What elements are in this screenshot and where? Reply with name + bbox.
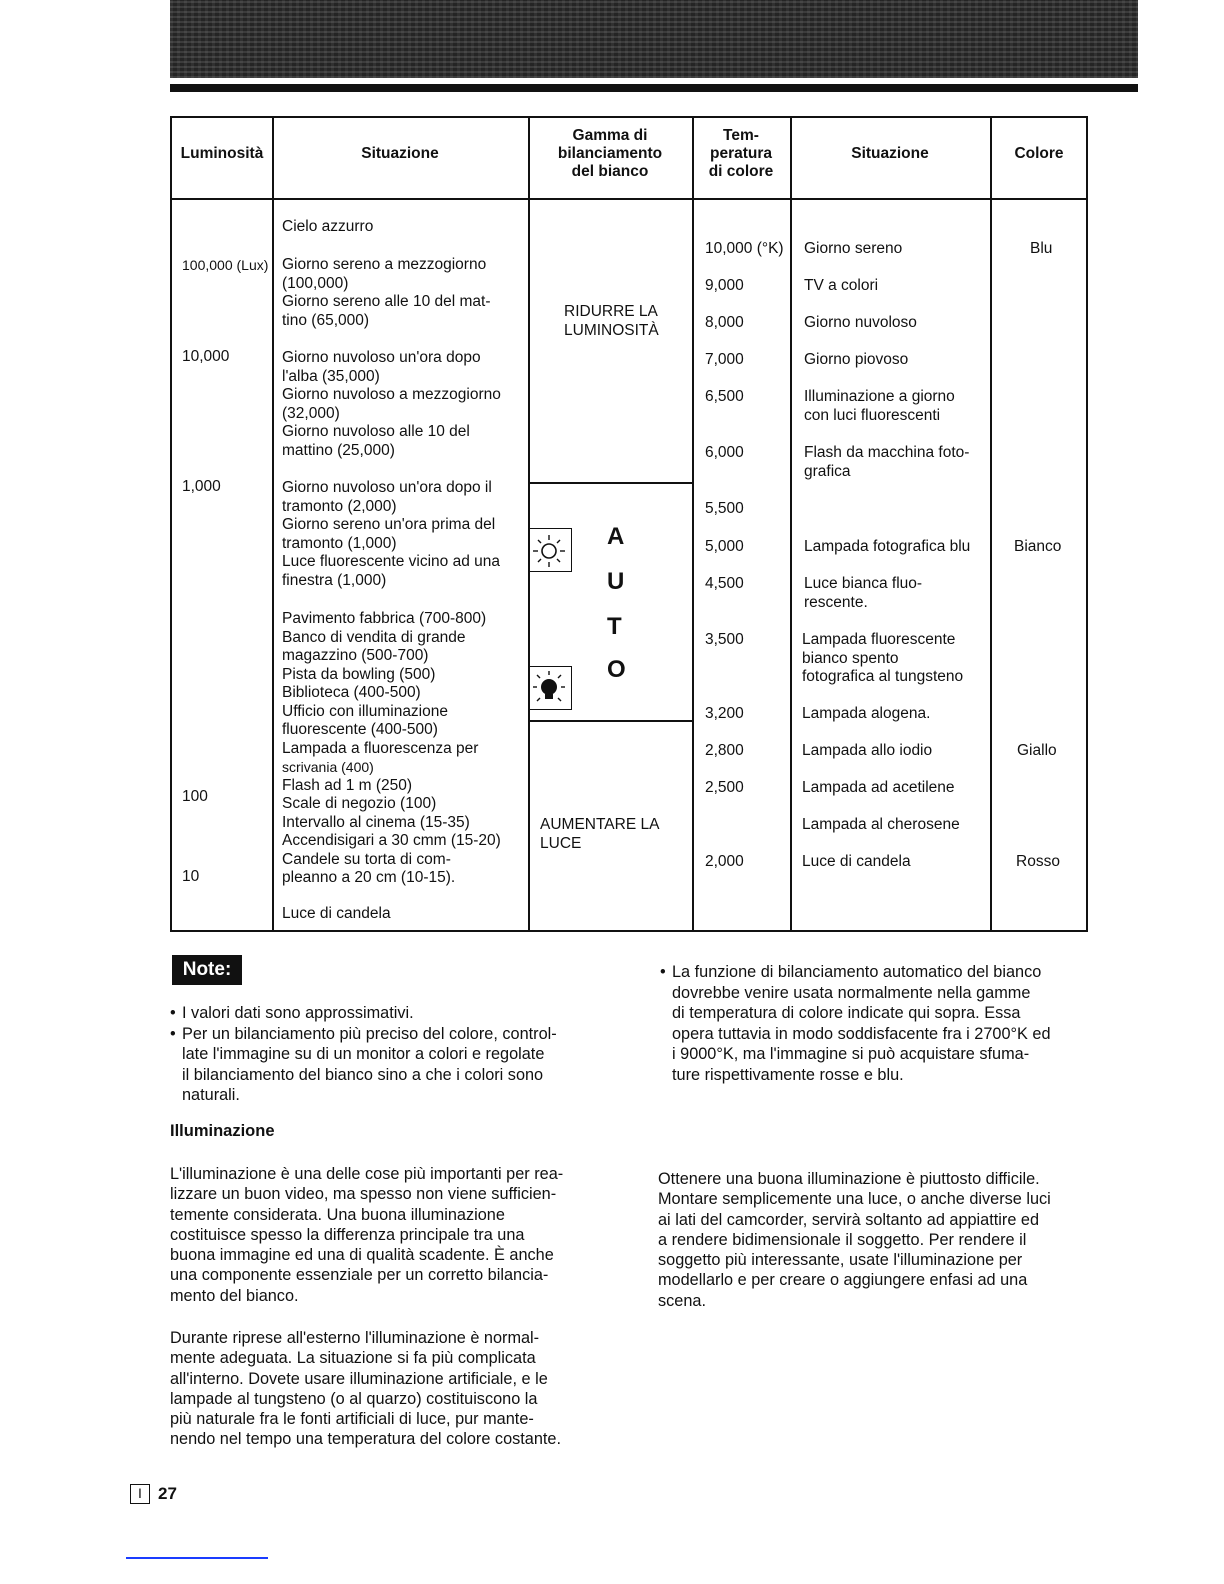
note-list-left xyxy=(170,1003,620,1106)
situation-right: Lampada alogena. xyxy=(802,705,931,722)
situation-right: TV a colori xyxy=(804,277,879,294)
situation-right: Giorno piovoso xyxy=(804,351,909,368)
footer-rule xyxy=(126,1557,268,1559)
temperature: 3,500 xyxy=(705,631,744,648)
header-colore: Colore xyxy=(1014,145,1064,162)
situation-left-group: Giorno nuvoloso un'ora dopo il tramonto (2,000) Giorno sereno un'ora prima del tramonto (1,000) Luce fluorescente vicino ad una finestra (1,000) xyxy=(282,479,501,589)
paragraph-1: L'illuminazione è una delle cose più importanti per rea- lizzare un buon video, ma spesso non viene sufficien- temente considerata. Una buona illuminazione costituisce spesso la differenza principale tra una buona immagine ed una di qualità scadente. È anche una componente essenziale per un corretto bilancia- mento del bianco. xyxy=(170,1165,564,1305)
temperature: 4,500 xyxy=(705,575,744,592)
situation-left-group: Giorno nuvoloso un'ora dopo l'alba (35,000) Giorno nuvoloso a mezzogiorno (32,000) Giorno nuvoloso alle 10 del mattino (25,000) xyxy=(282,349,501,459)
note-bullet: • La funzione di bilanciamento automatico del bianco dovrebbe venire usata normalmente nella gamme di temperatura di colore indicate qui sopra. Essa opera tuttavia in modo soddisfacente fra i 2700°K ed i 9000°K, ma l'immagine si può acquistare sfuma- ture rispettivamente rosse e blu. xyxy=(660,963,1051,1084)
header-luminosita: Luminosità xyxy=(180,145,264,162)
header-situazione-left: Situazione xyxy=(361,145,439,162)
temperature: 10,000 (°K) xyxy=(705,240,784,257)
lux-level: 10,000 xyxy=(182,348,230,365)
temperature: 7,000 xyxy=(705,351,744,368)
auto-letter: T xyxy=(607,613,622,640)
temperature: 5,000 xyxy=(705,538,744,555)
sun-icon xyxy=(529,529,573,573)
lux-level: 100,000 (Lux) xyxy=(182,257,269,273)
paragraph-2: Durante riprese all'esterno l'illuminazione è normal- mente adeguata. La situazione si fa più complicata all'interno. Dovete usare illuminazione artificiale, e le lampade al tungsteno (o al quarzo) costituiscono la più naturale fra le fonti artificiali di luce, pur mante- nendo nel tempo una temperatura del colore costante. xyxy=(170,1329,562,1449)
lighting-table xyxy=(170,116,1088,932)
situation-right: Giorno sereno xyxy=(804,240,903,257)
situation-right-group: Luce bianca fluo- rescente. xyxy=(804,575,923,611)
color-label: Rosso xyxy=(1016,853,1060,870)
gamma-increase: AUMENTARE LA LUCE xyxy=(540,816,660,852)
lux-level: 1,000 xyxy=(182,478,221,495)
header-temperatura: Tem- peratura di colore xyxy=(708,127,774,180)
temperature: 5,500 xyxy=(705,500,744,517)
temperature: 9,000 xyxy=(705,277,744,294)
bulb-icon-box xyxy=(528,666,572,710)
note-bullet: • I valori dati sono approssimativi. xyxy=(170,1004,414,1022)
page-number: 27 xyxy=(158,1484,177,1503)
situation-left-group: Pavimento fabbrica (700-800) Banco di vendita di grande magazzino (500-700) Pista da bowling (500) Biblioteca (400-500) Ufficio con illuminazione fluorescente (400-500) Lampada a fluorescenza per scrivania (400) Flash ad 1 m (250) Scale di negozio (100) Intervallo al cinema (15-35) Accendisigari a 30 cmm (15-20) Candele su torta di com- pleanno a 20 cm (10-15). xyxy=(282,610,501,886)
auto-letter: O xyxy=(607,656,626,683)
situation-right: Luce di candela xyxy=(802,853,911,870)
lux-level: 100 xyxy=(182,788,208,805)
paragraph-3: Ottenere una buona illuminazione è piuttosto difficile. Montare semplicemente una luce, o anche diverse luci ai lati del camcorder, servirà soltanto ad appiattire ed a rendere bidimensionale il soggetto. Per rendere il soggetto più interessante, usate l'illuminazione per modellarlo e per creare o aggiungere enfasi ad una scena. xyxy=(658,1170,1051,1310)
situation-right: Giorno nuvoloso xyxy=(804,314,917,331)
auto-letter: U xyxy=(607,568,625,595)
temperature: 8,000 xyxy=(705,314,744,331)
temperature: 3,200 xyxy=(705,705,744,722)
sun-icon-box xyxy=(528,528,572,572)
situation-right: Lampada ad acetilene xyxy=(802,779,955,796)
situation-right-group: Illuminazione a giorno con luci fluorescenti xyxy=(804,388,955,424)
situation-right: Lampada fotografica blu xyxy=(804,538,971,555)
auto-letter: A xyxy=(607,523,625,550)
temperature: 6,000 xyxy=(705,444,744,461)
temperature: 2,000 xyxy=(705,853,744,870)
color-label: Giallo xyxy=(1017,742,1057,759)
language-box: I xyxy=(130,1484,150,1504)
gamma-reduce: RIDURRE LA LUMINOSITÀ xyxy=(564,303,659,339)
situation-left: Luce di candela xyxy=(282,905,391,922)
situation-left: Cielo azzurro xyxy=(282,218,374,235)
note-list-right xyxy=(660,962,1100,1085)
note-badge: Note: xyxy=(172,955,242,985)
temperature: 6,500 xyxy=(705,388,744,405)
situation-left-group: Giorno sereno a mezzogiorno (100,000) Giorno sereno alle 10 del mat- tino (65,000) xyxy=(282,256,491,329)
color-label: Bianco xyxy=(1014,538,1062,555)
temperature: 2,800 xyxy=(705,742,744,759)
header-banner xyxy=(170,0,1138,78)
note-bullet: • Per un bilanciamento più preciso del colore, control- late l'immagine su di un monitor a colori e regolate il bilanciamento del bianco sino a che i colori sono naturali. xyxy=(170,1024,557,1104)
bulb-icon xyxy=(529,667,573,711)
lux-level: 10 xyxy=(182,868,200,885)
header-gamma: Gamma di bilanciamento del bianco xyxy=(557,127,663,180)
situation-right-group: Lampada fluorescente bianco spento fotografica al tungsteno xyxy=(802,631,964,685)
header-rule xyxy=(170,84,1138,92)
situation-right: Lampada al cherosene xyxy=(802,816,960,833)
situation-right: Lampada allo iodio xyxy=(802,742,933,759)
color-label: Blu xyxy=(1030,240,1053,257)
situation-right-group: Flash da macchina foto- grafica xyxy=(804,444,970,480)
section-title: Illuminazione xyxy=(170,1122,275,1140)
temperature: 2,500 xyxy=(705,779,744,796)
header-situazione-right: Situazione xyxy=(851,145,929,162)
